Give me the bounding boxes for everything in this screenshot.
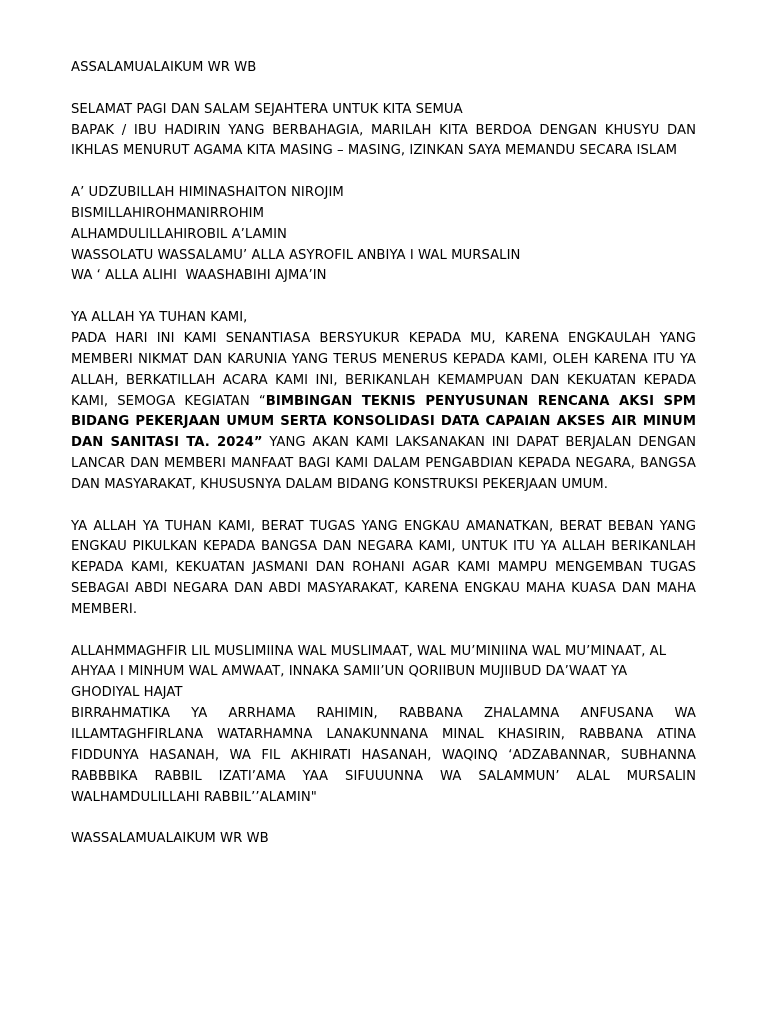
- invocation-line: WA ‘ ALLA ALIHI WAASHABIHI AJMA’IN: [71, 268, 327, 284]
- closing-prayer-line: AHYAA I MINHUM WAL AMWAAT, INNAKA SAMII’UN QORIIBUN MUJIIBUD DA’WAAT YA: [71, 664, 628, 680]
- spacer: [71, 808, 696, 829]
- prayer-text-before: PADA HARI INI KAMI SENANTIASA BERSYUKUR KEPADA MU, KARENA ENGKAULAH YANG MEMBERI NIKMAT DAN KARUNIA YANG TERUS MENERUS KEPADA KAMI, OLEH KARENA ITU YA ALLAH, BERKATILLAH ACARA KAMI INI, BERIKANLAH KEMAMPUAN DAN KEKUATAN KEPADA KAMI, SEMOGA KEGIATAN “: [71, 330, 696, 409]
- spacer: [71, 621, 696, 642]
- greeting-line: SELAMAT PAGI DAN SALAM SEJAHTERA UNTUK KITA SEMUA: [71, 101, 463, 117]
- prayer-paragraph-1: [71, 329, 696, 496]
- invocation-line: ALHAMDULILLAHIROBIL A’LAMIN: [71, 226, 287, 242]
- invocation-line: WASSOLATU WASSALAMU’ ALLA ASYROFIL ANBIYA I WAL MURSALIN: [71, 247, 521, 263]
- document-page: [71, 58, 696, 850]
- spacer: [71, 287, 696, 308]
- spacer: [71, 162, 696, 183]
- closing-salutation: WASSALAMUALAIKUM WR WB: [71, 831, 269, 847]
- spacer: [71, 79, 696, 100]
- event-title: BIMBINGAN TEKNIS PENYUSUNAN RENCANA AKSI SPM BIDANG PEKERJAAN UMUM SERTA KONSOLIDASI DATA CAPAIAN AKSES AIR MINUM DAN SANITASI TA. 2024”: [71, 393, 696, 451]
- closing-prayer-line: GHODIYAL HAJAT: [71, 685, 183, 701]
- closing-prayer-line: ALLAHMMAGHFIR LIL MUSLIMIINA WAL MUSLIMAAT, WAL MU’MINIINA WAL MU’MINAAT, AL: [71, 643, 667, 659]
- invocation-line: BISMILLAHIROHMANIRROHIM: [71, 205, 265, 221]
- prayer-paragraph-2: YA ALLAH YA TUHAN KAMI, BERAT TUGAS YANG ENGKAU AMANATKAN, BERAT BEBAN YANG ENGKAU PIKULKAN KEPADA BANGSA DAN NEGARA KAMI, UNTUK ITU YA ALLAH BERIKANLAH KEPADA KAMI, KEKUATAN JASMANI DAN ROHANI AGAR KAMI MAMPU MENGEMBAN TUGAS SEBAGAI ABDI NEGARA DAN ABDI MASYARAKAT, KARENA ENGKAU MAHA KUASA DAN MAHA MEMBERI.: [71, 518, 696, 617]
- closing-prayer-paragraph: BIRRAHMATIKA YA ARRHAMA RAHIMIN, RABBANA ZHALAMNA ANFUSANA WA ILLAMTAGHFIRLANA WATARHAMNA LANAKUNNANA MINAL KHASIRIN, RABBANA ATINA FIDDUNYA HASANAH, WA FIL AKHIRATI HASANAH, WAQINQ ‘ADZABANNAR, SUBHANNA RABBBIKA RABBIL IZATI’AMA YAA SIFUUUNNA WA SALAMMUN’ ALAL MURSALIN WALHAMDULILLAHI RABBIL’’ALAMIN": [71, 706, 696, 805]
- prayer-text-after: YANG AKAN KAMI LAKSANAKAN INI DAPAT BERJALAN DENGAN LANCAR DAN MEMBERI MANFAAT BAGI KAMI DALAM PENGABDIAN KEPADA NEGARA, BANGSA DAN MASYARAKAT, KHUSUSNYA DALAM BIDANG KONSTRUKSI PEKERJAAN UMUM.: [71, 435, 696, 492]
- prayer-address: YA ALLAH YA TUHAN KAMI,: [71, 310, 248, 326]
- greeting-paragraph: BAPAK / IBU HADIRIN YANG BERBAHAGIA, MARILAH KITA BERDOA DENGAN KHUSYU DAN IKHLAS MENURUT AGAMA KITA MASING – MASING, IZINKAN SAYA MEMANDU SECARA ISLAM: [71, 122, 696, 159]
- opening-salutation: ASSALAMUALAIKUM WR WB: [71, 60, 257, 75]
- spacer: [71, 496, 696, 517]
- invocation-line: A’ UDZUBILLAH HIMINASHAITON NIROJIM: [71, 185, 344, 201]
